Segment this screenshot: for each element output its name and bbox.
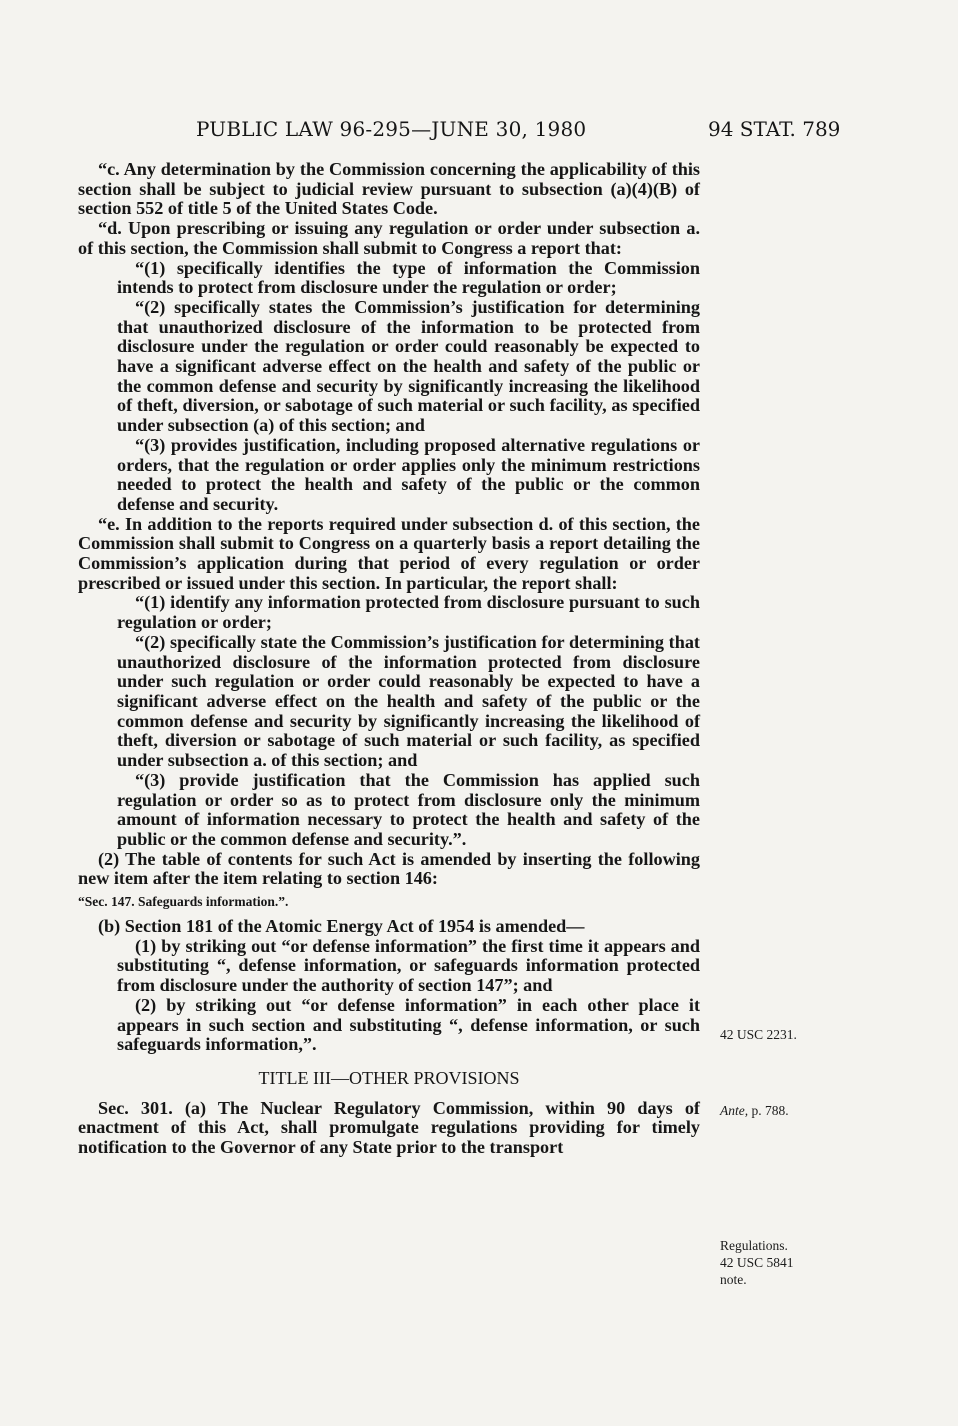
section-181-item-1: (1) by striking out “or defense information” the first time it appears and substituting “, defense information, or safeguards information protected from disclosure under the authority of section 147”; and	[117, 935, 700, 996]
running-header-title: PUBLIC LAW 96-295—JUNE 30, 1980	[196, 117, 587, 141]
subsection-e-item-2: “(2) specifically state the Commission’s justification for determining that unauthorized disclosure of the information protected from disclosure under such regulation or order could reasonably be expected to have a significant adverse effect on the health and safety of the public or the common defense and security by significantly increasing the likelihood of theft, diversion or sabotage of such material or such facility, as specified under subsection a. of this section; and	[117, 631, 700, 771]
margin-note-ante	[720, 1102, 789, 1119]
margin-note-usc-5841: 42 USC 5841	[720, 1255, 794, 1270]
subsection-e: “e. In addition to the reports required under subsection d. of this section, the Commission shall submit to Congress on a quarterly basis a report detailing the Commission’s application during that period of every regulation or order prescribed or issued under this section. In particular, the report shall:	[78, 513, 700, 593]
subsection-e-item-3: “(3) provide justification that the Commission has applied such regulation or order so as to protect from disclosure only the minimum amount of information necessary to protect the health and safety of the public or the common defense and security.”.	[117, 769, 700, 849]
subsection-d-item-3: “(3) provides justification, including proposed alternative regulations or orders, that the regulation or order applies only the minimum restrictions needed to protect the health and safety of the public or the common defense and security.	[117, 434, 700, 514]
ante-citation: Ante,	[720, 1103, 749, 1118]
title-iii-heading: TITLE III—OTHER PROVISIONS	[258, 1067, 520, 1088]
section-181-item-2: (2) by striking out “or defense information” in each other place it appears in such section and substituting “, defense information, or such safeguards information,”.	[117, 994, 700, 1055]
subsection-c: “c. Any determination by the Commission concerning the applicability of this section shall be subject to judicial review pursuant to subsection (a)(4)(B) of section 552 of title 5 of the United States Code.	[78, 159, 700, 219]
subsection-d-item-2: “(2) specifically states the Commission’s justification for determining that unauthorized disclosure of the information to be protected from disclosure under the regulation or order could reasonably be expected to have a significant adverse effect on the health and safety of the public or the common defense and security by significantly increasing the likelihood of theft, diversion, or sabotage of such material or such facility, as specified under subsection (a) of this section; and	[117, 296, 700, 436]
margin-note-usc-2231: 42 USC 2231.	[720, 1027, 797, 1042]
toc-new-item: “Sec. 147. Safeguards information.”.	[78, 894, 289, 910]
table-of-contents-amendment: (2) The table of contents for such Act is amended by inserting the following new item after the item relating to section 146:	[78, 848, 700, 889]
margin-note-regulations: Regulations.	[720, 1238, 788, 1253]
section-181-amendment: (b) Section 181 of the Atomic Energy Act of 1954 is amended—	[98, 916, 585, 937]
ante-page: p. 788.	[748, 1103, 789, 1118]
margin-note-note: note.	[720, 1272, 747, 1287]
statute-page-number: 94 STAT. 789	[708, 117, 841, 141]
subsection-d: “d. Upon prescribing or issuing any regulation or order under subsection a. of this section, the Commission shall submit to Congress a report that:	[78, 218, 700, 258]
subsection-d-item-1: “(1) specifically identifies the type of information the Commission intends to protect from disclosure under the regulation or order;	[117, 257, 700, 298]
statute-body	[78, 160, 700, 1158]
section-301-paragraph: Sec. 301. (a) The Nuclear Regulatory Commission, within 90 days of enactment of this Act, shall promulgate regulations providing for timely notification to the Governor of any State prior to the transport	[78, 1097, 700, 1158]
subsection-e-item-1: “(1) identify any information protected from disclosure pursuant to such regulation or order;	[117, 592, 700, 633]
